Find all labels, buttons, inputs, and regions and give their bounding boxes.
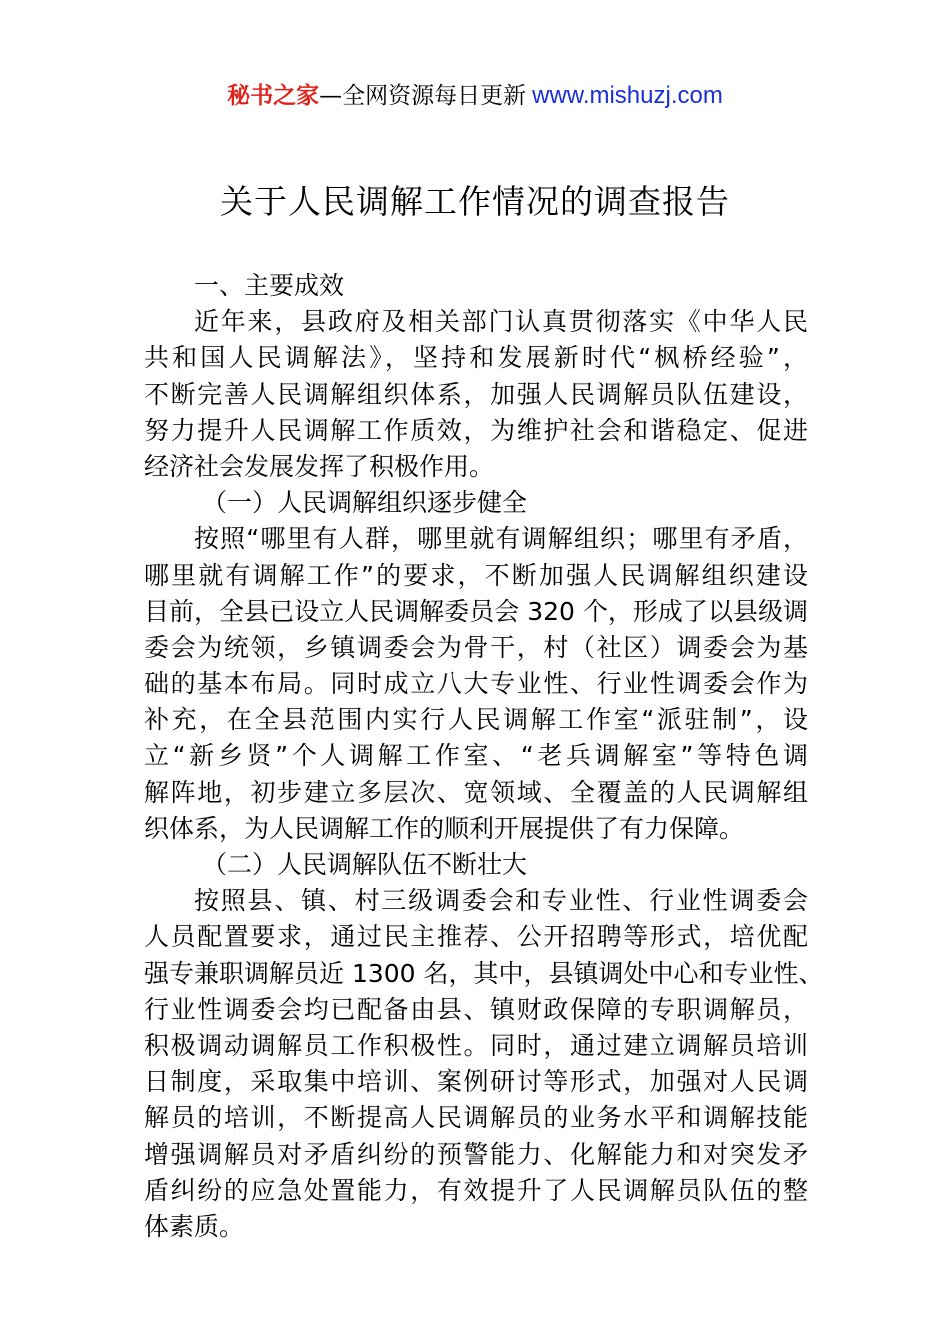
paragraph-line: 不断完善人民调解组织体系，加强人民调解员队伍建设， bbox=[144, 379, 808, 409]
paragraph-line: 哪里就有调解工作”的要求，不断加强人民调解组织建设 bbox=[144, 560, 808, 590]
paragraph-line: 立“新乡贤”个人调解工作室、“老兵调解室”等特色调 bbox=[144, 741, 808, 771]
paragraph-line: 努力提升人民调解工作质效，为维护社会和谐稳定、促进 bbox=[144, 415, 808, 445]
paragraph-line: 近年来，县政府及相关部门认真贯彻落实《中华人民 bbox=[194, 307, 808, 337]
paragraph-line: 日制度，采取集中培训、案例研讨等形式，加强对人民调 bbox=[144, 1067, 808, 1097]
paragraph-team bbox=[144, 883, 824, 1245]
paragraph-line: 体素质。 bbox=[144, 1211, 245, 1241]
document-title: 关于人民调解工作情况的调查报告 bbox=[220, 182, 730, 221]
header-tagline: 全网资源每日更新 bbox=[342, 83, 527, 109]
paragraph-line: 经济社会发展发挥了积极作用。 bbox=[144, 451, 495, 481]
paragraph-line: 解阵地，初步建立多层次、宽领域、全覆盖的人民调解组 bbox=[144, 777, 808, 807]
paragraph-line: 盾纠纷的应急处置能力，有效提升了人民调解员队伍的整 bbox=[144, 1175, 808, 1205]
paragraph-line: 织体系，为人民调解工作的顺利开展提供了有力保障。 bbox=[144, 813, 745, 843]
paragraph-line: 人员配置要求，通过民主推荐、公开招聘等形式，培优配 bbox=[144, 922, 808, 952]
paragraph-line: 委会为统领，乡镇调委会为骨干，村（社区）调委会为基 bbox=[144, 632, 808, 662]
document-body bbox=[144, 268, 824, 1245]
paragraph-line: 增强调解员对矛盾纠纷的预警能力、化解能力和对突发矛 bbox=[144, 1139, 808, 1169]
paragraph-line: 础的基本布局。同时成立八大专业性、行业性调委会作为 bbox=[144, 669, 808, 699]
paragraph-intro bbox=[144, 304, 808, 485]
paragraph-organization bbox=[144, 521, 808, 847]
paragraph-line: 按照县、镇、村三级调委会和专业性、行业性调委会 bbox=[194, 886, 808, 916]
paragraph-line: 按照“哪里有人群，哪里就有调解组织；哪里有矛盾， bbox=[194, 524, 808, 554]
subsection-heading: （二）人民调解队伍不断壮大 bbox=[202, 850, 528, 879]
paragraph-line: 积极调动调解员工作积极性。同时，通过建立调解员培训 bbox=[144, 1030, 808, 1060]
paragraph-line: 目前，全县已设立人民调解委员会 320 个，形成了以县级调 bbox=[144, 596, 808, 626]
section-heading: 一、主要成效 bbox=[194, 271, 345, 300]
header-dash: — bbox=[319, 83, 343, 109]
site-header bbox=[0, 80, 950, 112]
paragraph-line: 行业性调委会均已配备由县、镇财政保障的专职调解员， bbox=[144, 994, 808, 1024]
brand-name: 秘书之家 bbox=[227, 83, 320, 109]
paragraph-line: 补充，在全县范围内实行人民调解工作室“派驻制”，设 bbox=[144, 705, 808, 735]
site-url-link[interactable]: www.mishuzj.com bbox=[532, 82, 723, 109]
paragraph-line: 强专兼职调解员近 1300 名，其中，县镇调处中心和专业性、 bbox=[144, 958, 824, 988]
paragraph-line: 解员的培训，不断提高人民调解员的业务水平和调解技能 bbox=[144, 1103, 808, 1133]
paragraph-line: 共和国人民调解法》，坚持和发展新时代“枫桥经验”， bbox=[144, 343, 808, 373]
subsection-heading: （一）人民调解组织逐步健全 bbox=[202, 488, 528, 518]
